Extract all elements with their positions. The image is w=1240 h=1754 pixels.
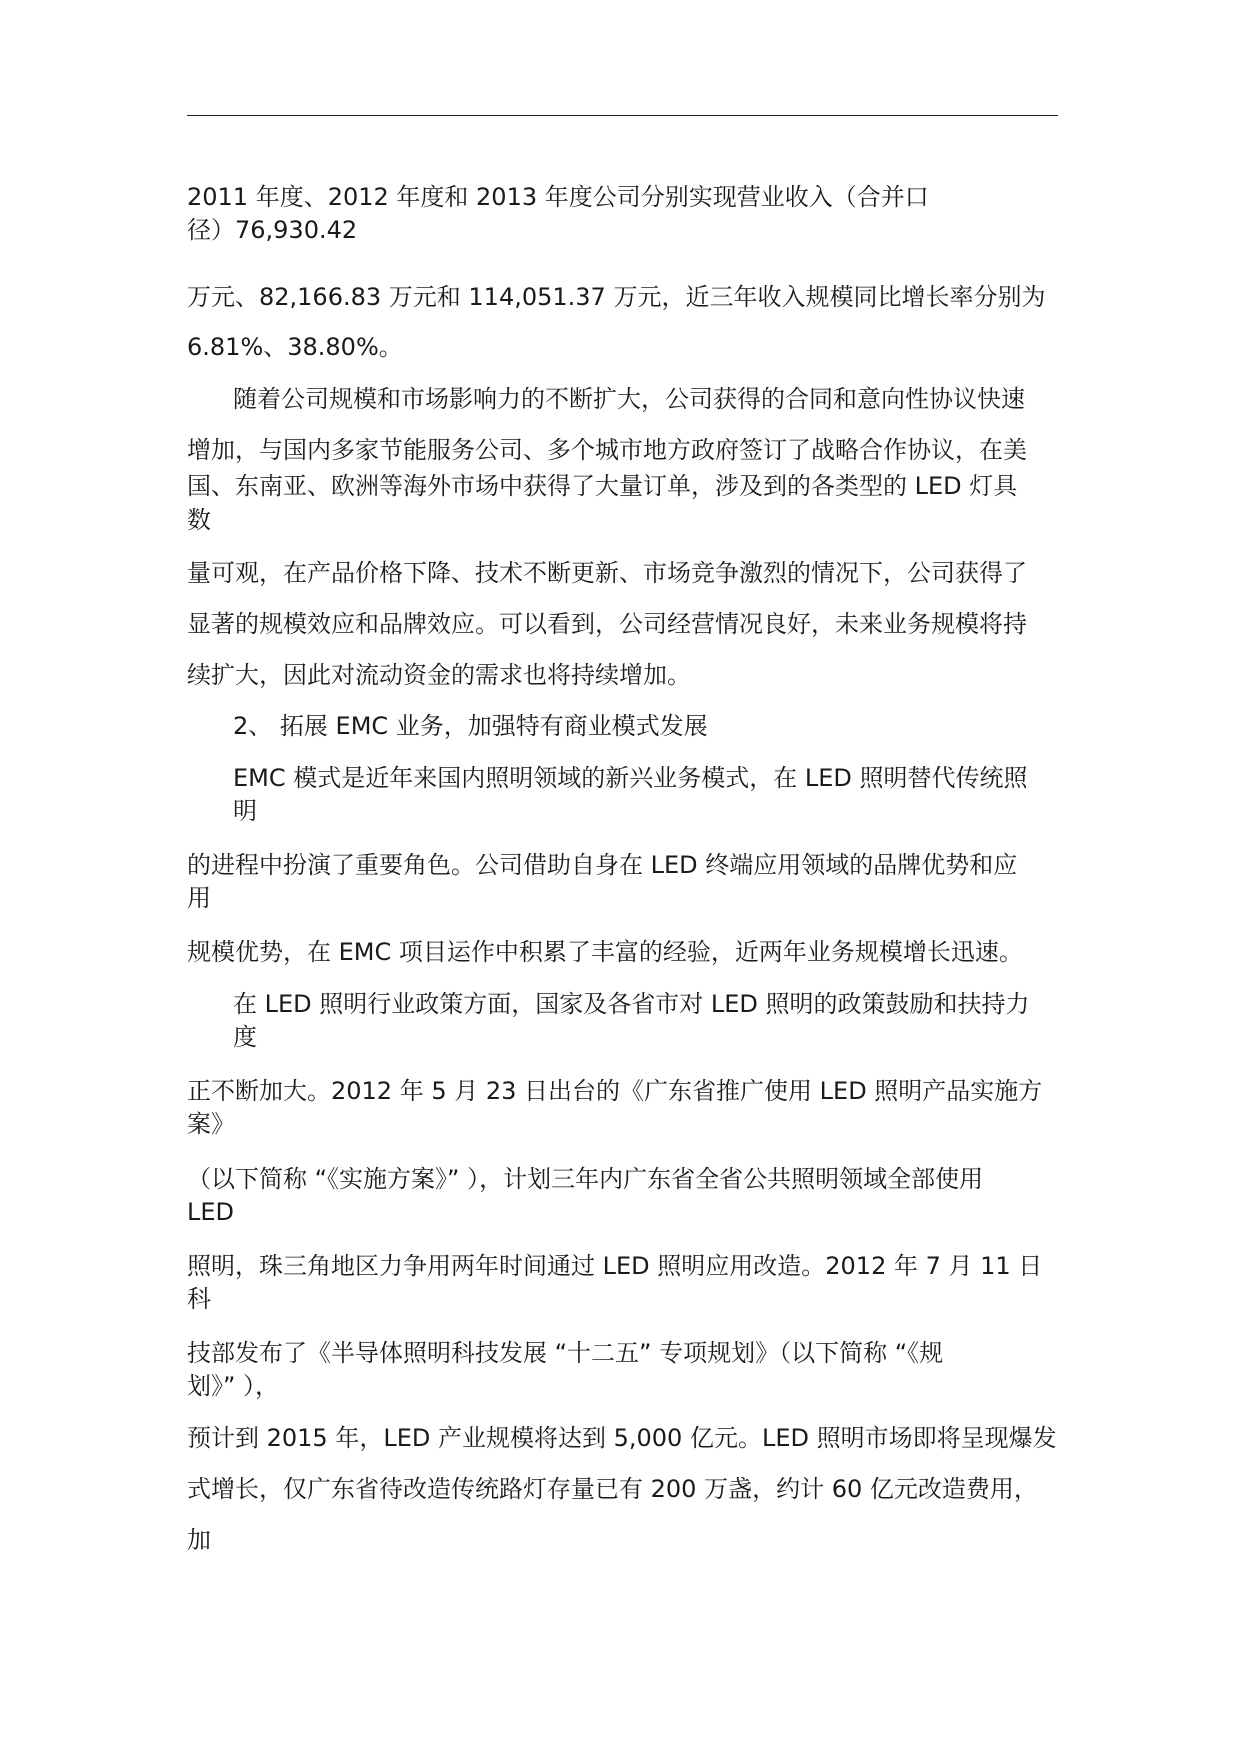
section-heading: 2、 拓展 EMC 业务，加强特有商业模式发展 [233, 712, 708, 740]
text-line: 划》” ）， [187, 1372, 280, 1400]
text-line: 用 [187, 884, 211, 912]
text-line: 随着公司规模和市场影响力的不断扩大，公司获得的合同和意向性协议快速 [233, 385, 1025, 413]
text-line: 增加，与国内多家节能服务公司、多个城市地方政府签订了战略合作协议，在美 [187, 436, 1027, 464]
text-line: （以下简称 “《实施方案》” ），计划三年内广东省全省公共照明领域全部使用 [187, 1165, 984, 1193]
text-line: 科 [187, 1285, 211, 1313]
text-line: 显著的规模效应和品牌效应。可以看到，公司经营情况良好，未来业务规模将持 [187, 610, 1027, 638]
text-line: 量可观，在产品价格下降、技术不断更新、市场竞争激烈的情况下，公司获得了 [187, 559, 1027, 587]
text-line: 数 [187, 506, 211, 534]
text-line: 在 LED 照明行业政策方面，国家及各省市对 LED 照明的政策鼓励和扶持力 [233, 990, 1030, 1018]
text-line: 国、东南亚、欧洲等海外市场中获得了大量订单，涉及到的各类型的 LED 灯具 [187, 472, 1018, 500]
header-rule [187, 115, 1058, 116]
text-line: 正不断加大。2012 年 5 月 23 日出台的《广东省推广使用 LED 照明产品实施方 [187, 1077, 1043, 1105]
text-line: 式增长，仅广东省待改造传统路灯存量已有 200 万盏，约计 60 亿元改造费用， [187, 1475, 1038, 1503]
text-line: 的进程中扮演了重要角色。公司借助自身在 LED 终端应用领域的品牌优势和应 [187, 851, 1018, 879]
text-line: 规模优势，在 EMC 项目运作中积累了丰富的经验，近两年业务规模增长迅速。 [187, 938, 1023, 966]
text-line: 照明，珠三角地区力争用两年时间通过 LED 照明应用改造。2012 年 7 月 11 日 [187, 1252, 1043, 1280]
text-line: 明 [233, 797, 257, 825]
text-line: 预计到 2015 年，LED 产业规模将达到 5,000 亿元。LED 照明市场即将呈现爆发 [187, 1424, 1057, 1452]
text-line: 6.81%、38.80%。 [187, 333, 403, 361]
text-line: 2011 年度、2012 年度和 2013 年度公司分别实现营业收入（合并口 [187, 183, 929, 211]
text-line: 技部发布了《半导体照明科技发展 “十二五” 专项规划》（以下简称 “《规 [187, 1339, 944, 1367]
text-line: EMC 模式是近年来国内照明领域的新兴业务模式，在 LED 照明替代传统照 [233, 764, 1028, 792]
text-line: 续扩大，因此对流动资金的需求也将持续增加。 [187, 661, 691, 689]
text-line: LED [187, 1198, 235, 1226]
text-line: 径）76,930.42 [187, 216, 358, 244]
text-line: 加 [187, 1526, 211, 1554]
text-line: 万元、82,166.83 万元和 114,051.37 万元，近三年收入规模同比增长率分别为 [187, 283, 1046, 311]
text-line: 案》 [187, 1110, 235, 1138]
text-line: 度 [233, 1023, 257, 1051]
